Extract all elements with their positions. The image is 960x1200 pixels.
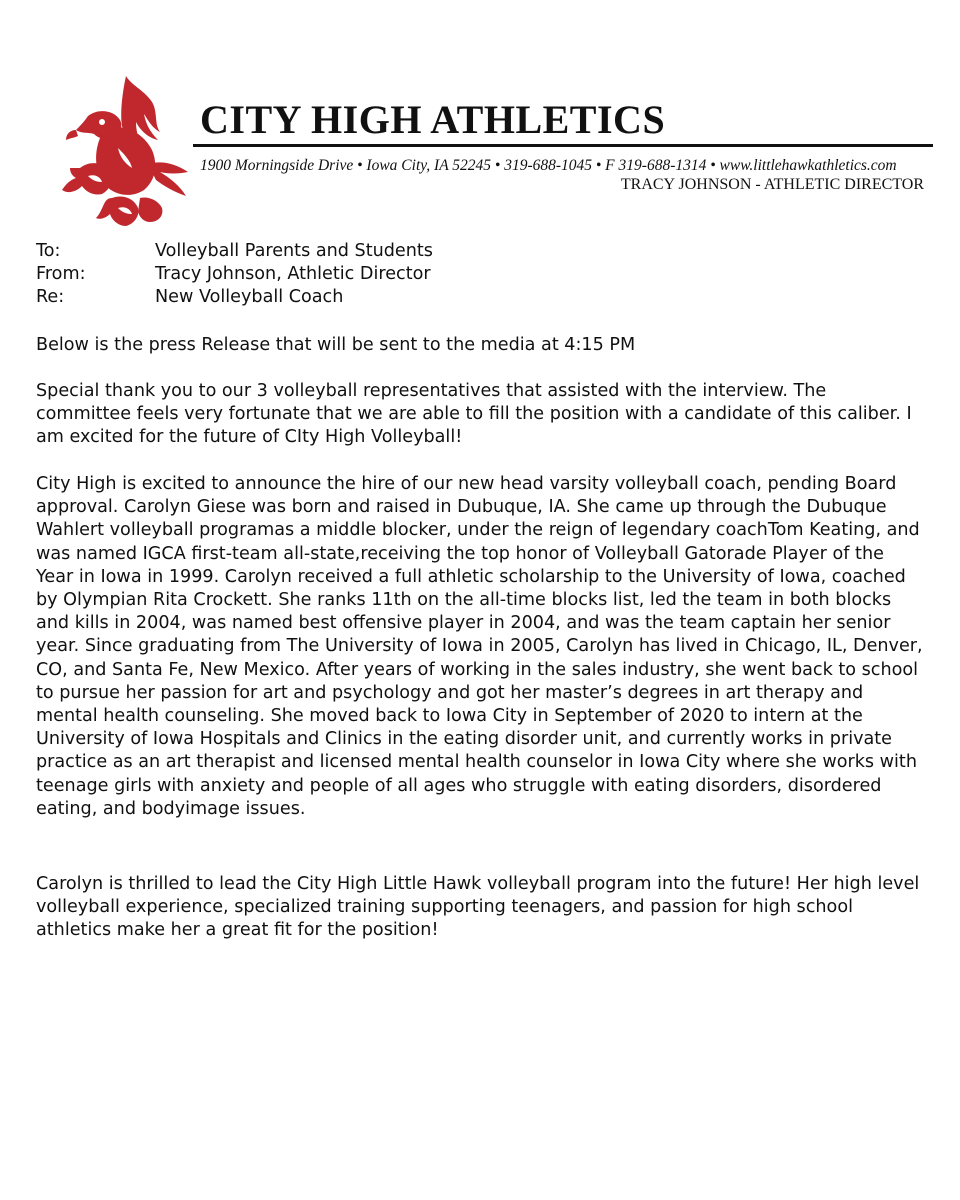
closing-paragraph: Carolyn is thrilled to lead the City High Little Hawk volleyball program into the future! Her high level volleyball experience, specialized training supporting teenagers, and passion for high school athletics make her a great fit for the position!: [36, 874, 920, 941]
thanks-paragraph: Special thank you to our 3 volleyball representatives that assisted with the interview. The committee feels very fortunate that we are able to fill the position with a candidate of this caliber. I am excited for the future of CIty High Volleyball!: [36, 381, 912, 448]
little-hawk-logo-icon: [40, 68, 196, 230]
memo-from-value: Tracy Johnson, Athletic Director: [155, 264, 431, 285]
director-line: TRACY JOHNSON - ATHLETIC DIRECTOR: [620, 176, 924, 193]
announcement-paragraph: City High is excited to announce the hire of our new head varsity volleyball coach, pending Board approval. Carolyn Giese was born and raised in Dubuque, IA. She came up through the Dubuque Wahlert volleyball programas a middle blocker, under the reign of legendary coachTom Keating, and was named IGCA first-team all-state,receiving the top honor of Volleyball Gatorade Player of the Year in Iowa in 1999. Carolyn received a full athletic scholarship to the University of Iowa, coached by Olympian Rita Crockett. She ranks 11th on the all-time blocks list, led the team in both blocks and kills in 2004, was named best offensive player in 2004, and was the team captain her senior year. Since graduating from The University of Iowa in 2005, Carolyn has lived in Chicago, IL, Denver, CO, and Santa Fe, New Mexico. After years of working in the sales industry, she went back to school to pursue her passion for art and psychology and got her master’s degrees in art therapy and mental health counseling. She moved back to Iowa City in September of 2020 to intern at the University of Iowa Hospitals and Clinics in the eating disorder unit, and currently works in private practice as an art therapist and licensed mental health counselor in Iowa City where she works with teenage girls with anxiety and people of all ages who struggle with eating disorders, disordered eating, and bodyimage issues.: [36, 474, 923, 819]
memo-from-row: [36, 263, 926, 286]
memo-re-label: Re:: [36, 287, 65, 308]
memo-to-value: Volleyball Parents and Students: [155, 241, 433, 261]
organization-name: CITY HIGH ATHLETICS: [200, 97, 666, 142]
memo-re-row: [36, 286, 926, 309]
memo-to-label: To:: [36, 241, 61, 261]
letterhead: [0, 0, 960, 230]
intro-paragraph: Below is the press Release that will be sent to the media at 4:15 PM: [36, 335, 636, 355]
memo-re-value: New Volleyball Coach: [155, 287, 344, 308]
memo-header: [36, 240, 926, 310]
memo-to-row: [36, 240, 926, 263]
contact-line: 1900 Morningside Drive • Iowa City, IA 52245 • 319-688-1045 • F 319-688-1314 • www.littlehawkathletics.com: [200, 157, 897, 174]
header-divider: [193, 144, 933, 147]
memo-from-label: From:: [36, 264, 86, 285]
